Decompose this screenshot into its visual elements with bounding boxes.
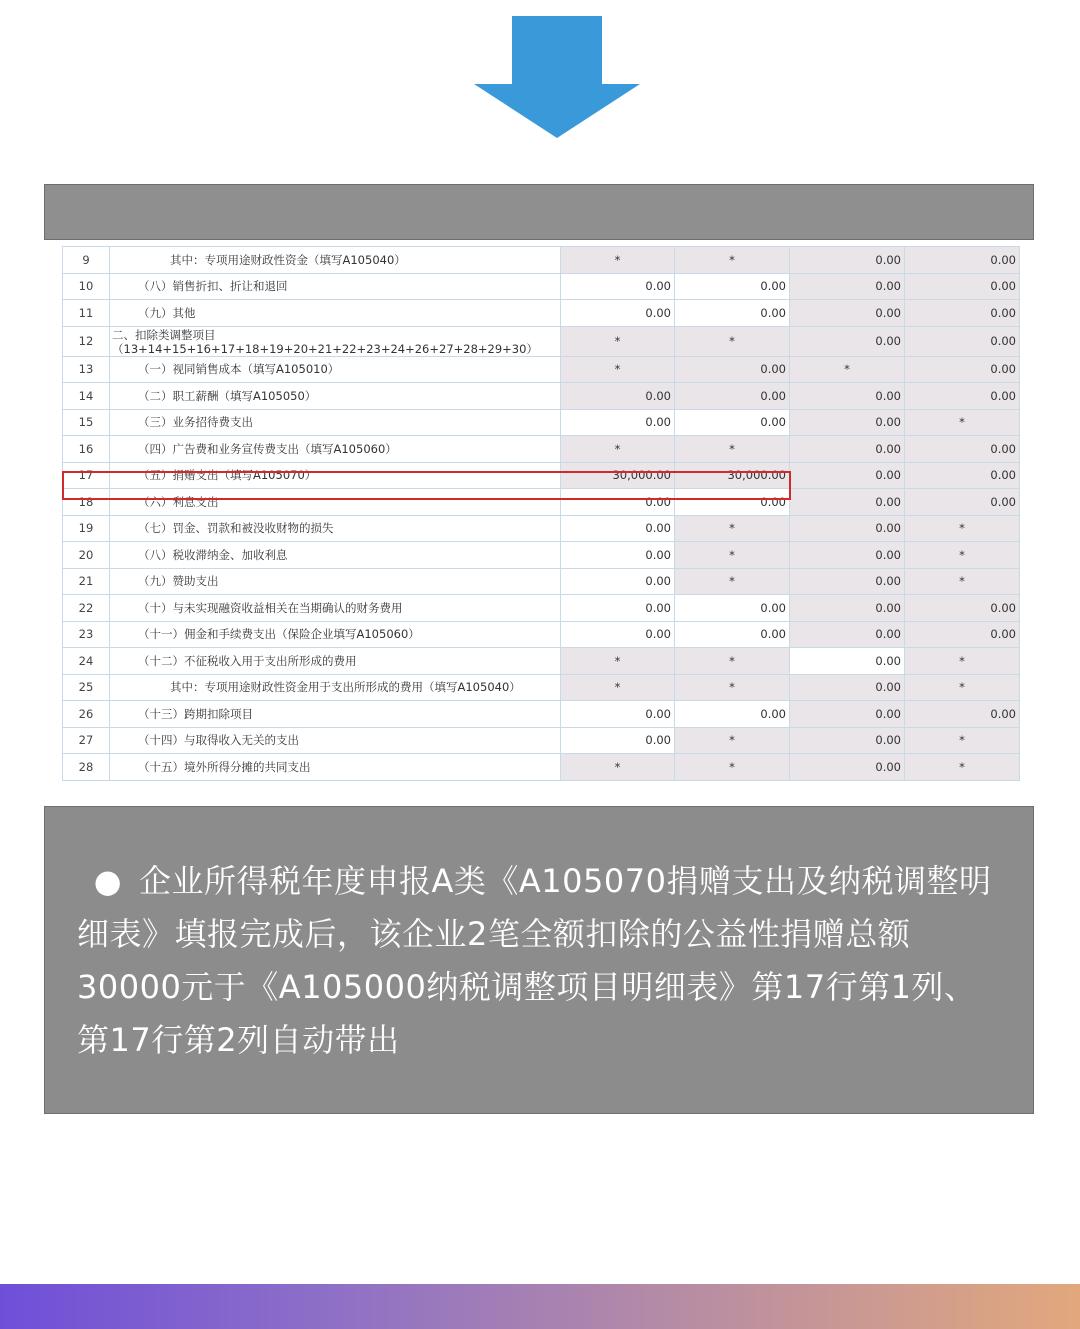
row-number: 28 xyxy=(63,754,110,781)
cell-col-3: 0.00 xyxy=(790,542,905,569)
cell-col-2: 0.00 xyxy=(675,356,790,383)
row-number: 11 xyxy=(63,300,110,327)
row-item-label: （十一）佣金和手续费支出（保险企业填写A105060） xyxy=(110,621,561,648)
cell-col-3: 0.00 xyxy=(790,300,905,327)
table-row xyxy=(63,595,1020,622)
cell-col-1[interactable]: 0.00 xyxy=(561,727,675,754)
row-item-label: （九）赞助支出 xyxy=(110,568,561,595)
row-number: 19 xyxy=(63,515,110,542)
cell-col-4: * xyxy=(905,648,1020,675)
cell-col-2[interactable]: 0.00 xyxy=(675,409,790,436)
cell-col-3: 0.00 xyxy=(790,326,905,356)
cell-col-1: * xyxy=(561,326,675,356)
cell-col-1[interactable]: 0.00 xyxy=(561,300,675,327)
row-number: 20 xyxy=(63,542,110,569)
row-number: 22 xyxy=(63,595,110,622)
row-item-label xyxy=(110,326,561,356)
note-text: 企业所得税年度申报A类《A105070捐赠支出及纳税调整明细表》填报完成后，该企业2笔全额扣除的公益性捐赠总额30000元于《A105000纳税调整项目明细表》第17行第1列、第17行第2列自动带出 xyxy=(77,862,992,1059)
row-number: 24 xyxy=(63,648,110,675)
cell-col-1[interactable]: 0.00 xyxy=(561,568,675,595)
table-body xyxy=(63,247,1020,781)
cell-col-4: * xyxy=(905,409,1020,436)
cell-col-2: * xyxy=(675,568,790,595)
note-paragraph xyxy=(77,855,1003,1067)
cell-col-2: * xyxy=(675,515,790,542)
down-arrow-icon xyxy=(472,16,642,140)
cell-col-2: * xyxy=(675,727,790,754)
tax-adjustment-table xyxy=(62,246,1020,781)
table-row xyxy=(63,273,1020,300)
note-panel xyxy=(44,806,1034,1114)
cell-col-1[interactable]: 0.00 xyxy=(561,701,675,728)
row-number: 14 xyxy=(63,383,110,410)
tax-adjustment-table-panel xyxy=(44,240,1034,802)
row-item-label: 其中：专项用途财政性资金用于支出所形成的费用（填写A105040） xyxy=(110,674,561,701)
table-row xyxy=(63,568,1020,595)
cell-col-3: 0.00 xyxy=(790,462,905,489)
cell-col-2: * xyxy=(675,436,790,463)
cell-col-3: 0.00 xyxy=(790,273,905,300)
cell-col-4: * xyxy=(905,542,1020,569)
cell-col-3: 0.00 xyxy=(790,754,905,781)
row-number: 18 xyxy=(63,489,110,516)
cell-col-1: * xyxy=(561,674,675,701)
cell-col-2[interactable]: 0.00 xyxy=(675,595,790,622)
cell-col-3: * xyxy=(790,356,905,383)
cell-col-3: 0.00 xyxy=(790,568,905,595)
cell-col-4: 0.00 xyxy=(905,595,1020,622)
table-row xyxy=(63,542,1020,569)
table-row xyxy=(63,727,1020,754)
row-item-label: 其中：专项用途财政性资金（填写A105040） xyxy=(110,247,561,274)
cell-col-4: 0.00 xyxy=(905,300,1020,327)
row-item-label: （一）视同销售成本（填写A105010） xyxy=(110,356,561,383)
cell-col-2: * xyxy=(675,648,790,675)
cell-col-1[interactable]: 0.00 xyxy=(561,595,675,622)
cell-col-1: * xyxy=(561,356,675,383)
row-item-label: （二）职工薪酬（填写A105050） xyxy=(110,383,561,410)
table-row xyxy=(63,356,1020,383)
cell-col-1[interactable]: 0.00 xyxy=(561,542,675,569)
cell-col-4: 0.00 xyxy=(905,326,1020,356)
row-item-label-line2: （13+14+15+16+17+18+19+20+21+22+23+24+26+27+28+29+30） xyxy=(112,341,538,356)
table-row xyxy=(63,326,1020,356)
cell-col-4: * xyxy=(905,515,1020,542)
cell-col-3: 0.00 xyxy=(790,515,905,542)
cell-col-4: 0.00 xyxy=(905,462,1020,489)
cell-col-3: 0.00 xyxy=(790,621,905,648)
row-number: 10 xyxy=(63,273,110,300)
row-number: 15 xyxy=(63,409,110,436)
table-row xyxy=(63,383,1020,410)
cell-col-3: 0.00 xyxy=(790,409,905,436)
table-row xyxy=(63,489,1020,516)
cell-col-3[interactable]: 0.00 xyxy=(790,648,905,675)
cell-col-3: 0.00 xyxy=(790,701,905,728)
bottom-gradient-bar xyxy=(0,1284,1080,1329)
cell-col-1: 30,000.00 xyxy=(561,462,675,489)
row-item-label: （十）与未实现融资收益相关在当期确认的财务费用 xyxy=(110,595,561,622)
cell-col-1: * xyxy=(561,436,675,463)
cell-col-1[interactable]: 0.00 xyxy=(561,621,675,648)
cell-col-2[interactable]: 0.00 xyxy=(675,701,790,728)
row-number: 27 xyxy=(63,727,110,754)
row-item-label: （十三）跨期扣除项目 xyxy=(110,701,561,728)
table-row xyxy=(63,621,1020,648)
cell-col-4: 0.00 xyxy=(905,436,1020,463)
cell-col-1[interactable]: 0.00 xyxy=(561,273,675,300)
cell-col-1[interactable]: 0.00 xyxy=(561,515,675,542)
cell-col-1: * xyxy=(561,247,675,274)
row-number: 25 xyxy=(63,674,110,701)
row-number: 17 xyxy=(63,462,110,489)
row-item-label: （十二）不征税收入用于支出所形成的费用 xyxy=(110,648,561,675)
row-item-label: （八）销售折扣、折让和退回 xyxy=(110,273,561,300)
cell-col-3: 0.00 xyxy=(790,595,905,622)
cell-col-4: 0.00 xyxy=(905,247,1020,274)
cell-col-1: 0.00 xyxy=(561,383,675,410)
row-item-label: （八）税收滞纳金、加收利息 xyxy=(110,542,561,569)
table-row xyxy=(63,648,1020,675)
cell-col-4: * xyxy=(905,727,1020,754)
cell-col-4: 0.00 xyxy=(905,383,1020,410)
cell-col-2: * xyxy=(675,247,790,274)
cell-col-2[interactable]: 0.00 xyxy=(675,621,790,648)
row-item-label: （七）罚金、罚款和被没收财物的损失 xyxy=(110,515,561,542)
table-row xyxy=(63,247,1020,274)
row-item-label: （十四）与取得收入无关的支出 xyxy=(110,727,561,754)
cell-col-1[interactable]: 0.00 xyxy=(561,409,675,436)
table-row xyxy=(63,462,1020,489)
row-item-label: （九）其他 xyxy=(110,300,561,327)
cell-col-2: 30,000.00 xyxy=(675,462,790,489)
cell-col-3: 0.00 xyxy=(790,489,905,516)
row-item-label-line1: 二、扣除类调整项目 xyxy=(112,327,216,342)
row-number: 9 xyxy=(63,247,110,274)
cell-col-2: * xyxy=(675,674,790,701)
row-number: 21 xyxy=(63,568,110,595)
cell-col-2[interactable]: 0.00 xyxy=(675,273,790,300)
cell-col-4: 0.00 xyxy=(905,356,1020,383)
cell-col-4: 0.00 xyxy=(905,273,1020,300)
row-number: 13 xyxy=(63,356,110,383)
cell-col-1: * xyxy=(561,648,675,675)
cell-col-2: * xyxy=(675,326,790,356)
table-row xyxy=(63,436,1020,463)
cell-col-3: 0.00 xyxy=(790,727,905,754)
table-header-bar xyxy=(44,184,1034,240)
cell-col-4: 0.00 xyxy=(905,701,1020,728)
cell-col-3: 0.00 xyxy=(790,247,905,274)
cell-col-4: 0.00 xyxy=(905,621,1020,648)
cell-col-4: * xyxy=(905,568,1020,595)
row-number: 16 xyxy=(63,436,110,463)
row-item-label: （五）捐赠支出（填写A105070） xyxy=(110,462,561,489)
cell-col-4: * xyxy=(905,754,1020,781)
row-item-label: （三）业务招待费支出 xyxy=(110,409,561,436)
table-row xyxy=(63,701,1020,728)
row-number: 26 xyxy=(63,701,110,728)
cell-col-1: * xyxy=(561,754,675,781)
cell-col-3: 0.00 xyxy=(790,674,905,701)
cell-col-3: 0.00 xyxy=(790,436,905,463)
row-number: 12 xyxy=(63,326,110,356)
cell-col-2: * xyxy=(675,542,790,569)
row-item-label: （六）利息支出 xyxy=(110,489,561,516)
bullet-dot-icon: ● xyxy=(93,862,123,900)
cell-col-3: 0.00 xyxy=(790,383,905,410)
cell-col-2: * xyxy=(675,754,790,781)
cell-col-4: 0.00 xyxy=(905,489,1020,516)
table-row xyxy=(63,754,1020,781)
cell-col-2[interactable]: 0.00 xyxy=(675,300,790,327)
cell-col-4: * xyxy=(905,674,1020,701)
table-row xyxy=(63,674,1020,701)
table-row xyxy=(63,515,1020,542)
row-item-label: （十五）境外所得分摊的共同支出 xyxy=(110,754,561,781)
cell-col-1[interactable]: 0.00 xyxy=(561,489,675,516)
cell-col-2[interactable]: 0.00 xyxy=(675,489,790,516)
row-item-label: （四）广告费和业务宣传费支出（填写A105060） xyxy=(110,436,561,463)
table-row xyxy=(63,300,1020,327)
cell-col-2: 0.00 xyxy=(675,383,790,410)
row-number: 23 xyxy=(63,621,110,648)
table-row xyxy=(63,409,1020,436)
